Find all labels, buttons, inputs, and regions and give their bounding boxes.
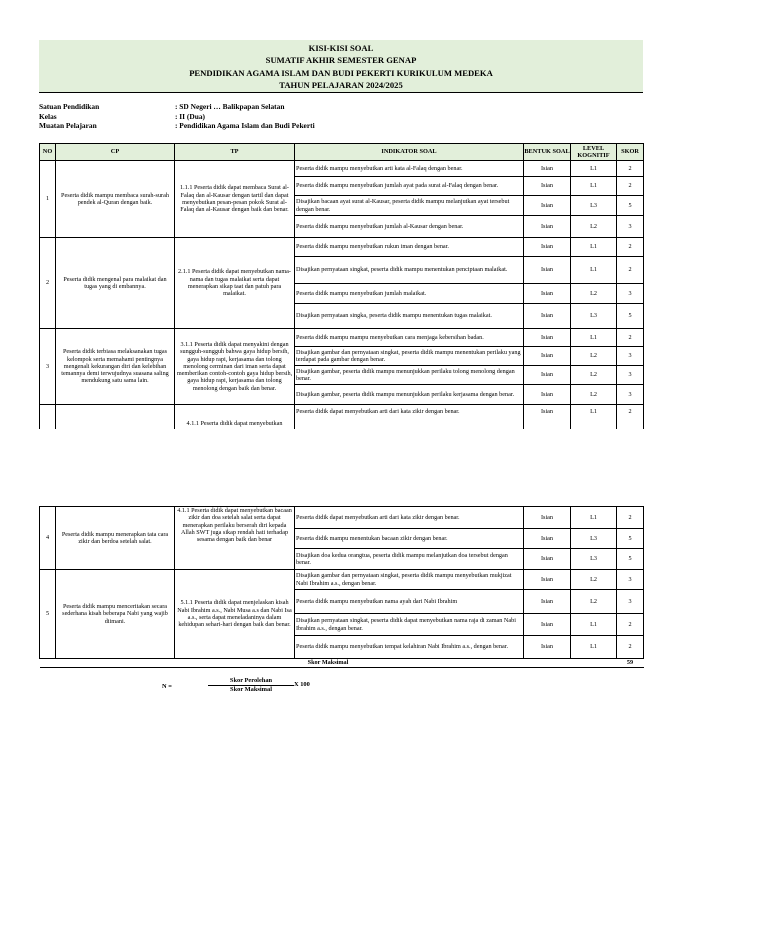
row-bentuk: Isian	[524, 177, 571, 196]
row-skor: 3	[617, 366, 644, 385]
row-cp: Peserta didik mampu menerapkan tata cara zikir dan berdoa setelah salat.	[56, 507, 175, 570]
row-bentuk: Isian	[524, 329, 571, 347]
formula-n: N =	[162, 683, 172, 690]
row-cp: Peserta didik mampu membaca surah-surah pendek al-Quran dengan baik.	[56, 161, 175, 238]
row-level: L1	[571, 405, 617, 431]
row-level: L1	[571, 161, 617, 177]
row-level: L1	[571, 177, 617, 196]
row-level: L1	[571, 636, 617, 659]
row-indikator: Disajikan gambar, peserta didik mampu menunjukkan perilaku tolong menolong dengan benar.	[295, 366, 524, 385]
meta-row-subject	[39, 121, 315, 131]
table-row	[40, 238, 644, 257]
col-cp-header: CP	[56, 144, 175, 161]
row-skor: 2	[617, 636, 644, 659]
row-no: 2	[40, 238, 56, 329]
row-skor: 2	[617, 161, 644, 177]
row-indikator: Peserta didik mampu menyebutkan jumlah malaikat.	[295, 284, 524, 304]
row-cp: Peserta didik mampu menceritakan secara sederhana kisah beberapa Nabi yang wajib diimani.	[56, 570, 175, 659]
row-skor: 5	[617, 549, 644, 570]
document-meta	[39, 102, 315, 131]
row-skor: 5	[617, 304, 644, 329]
row-no: 3	[40, 329, 56, 405]
row-skor: 3	[617, 347, 644, 366]
page-break-mask	[39, 429, 649, 436]
row-bentuk: Isian	[524, 590, 571, 614]
row-no: 5	[40, 570, 56, 659]
row-bentuk: Isian	[524, 284, 571, 304]
col-tp-header: TP	[175, 144, 295, 161]
row-indikator: Peserta didik mampu menyebutkan tempat kelahiran Nabi Ibrahim a.s., dengan benar.	[295, 636, 524, 659]
meta-value: : SD Negeri … Balikpapan Selatan	[175, 102, 285, 111]
row-indikator: Disajikan pernyataan singkat, peserta didik mampu menentukan penciptaan malaikat.	[295, 257, 524, 284]
table-row	[40, 405, 644, 431]
row-level: L1	[571, 507, 617, 529]
row-skor: 3	[617, 284, 644, 304]
row-indikator: Disajikan doa kedua orangtua, peserta didik mampu melanjutkan doa tersebut dengan benar.	[295, 549, 524, 570]
row-indikator: Peserta didik dapat menyebutkan arti dari kata zikir dengan benar.	[295, 405, 524, 431]
row-indikator: Peserta didik mampu menyebutkan rukun iman dengan benar.	[295, 238, 524, 257]
formula-denominator: Skor Maksimal	[230, 686, 272, 693]
row-skor: 2	[617, 177, 644, 196]
header-title: KISI-KISI SOAL	[308, 43, 374, 53]
row-indikator: Peserta didik mampu menyebutkan jumlah ayat pada surat al-Falaq dengan benar.	[295, 177, 524, 196]
row-indikator: Disajikan bacaan ayat surat al-Kausar, peserta didik mampu melanjutkan ayat tersebut dengan benar.	[295, 196, 524, 216]
row-bentuk: Isian	[524, 385, 571, 405]
row-indikator: Disajikan gambar dan pernyataan singkat, peserta didik mampu menyebutkan mukjizat Nabi Ibrahim a.s., dengan benar.	[295, 570, 524, 590]
row-bentuk: Isian	[524, 347, 571, 366]
col-indikator-header: INDIKATOR SOAL	[295, 144, 524, 161]
row-bentuk: Isian	[524, 196, 571, 216]
row-tp: 3.1.1 Peserta didik dapat menyakini dengan sungguh-sungguh bahwa gaya hidup bersih, gaya hidup rapi, kerjasama dan tolong menolong cerminan dari iman serta dapat memberikan contoh-contoh gaya hidup bersih, gaya hidup rapi, kerjasama dan tolong menolong dengan baik dan benar.	[175, 329, 295, 405]
row-skor: 2	[617, 238, 644, 257]
row-bentuk: Isian	[524, 238, 571, 257]
row-bentuk: Isian	[524, 366, 571, 385]
row-indikator: Disajikan pernyataan singka, peserta didik mampu menentukan tugas malaikat.	[295, 304, 524, 329]
row-indikator: Disajikan pernyataan singkat, peserta didik dapat menyebutkan nama raja di zaman Nabi Ibrahim a.s., dengan benar.	[295, 614, 524, 636]
meta-row-school	[39, 102, 315, 112]
row-skor: 5	[617, 196, 644, 216]
row-level: L2	[571, 347, 617, 366]
row-indikator: Peserta didik mampu menyebutkan jumlah al-Kausar dengan benar.	[295, 216, 524, 238]
row-indikator: Peserta didik mampu menentukan bacaan zikir dengan benar.	[295, 529, 524, 549]
row-level: L2	[571, 366, 617, 385]
row-level: L1	[571, 238, 617, 257]
meta-value: : II (Dua)	[175, 111, 205, 121]
row-level: L3	[571, 549, 617, 570]
row-bentuk: Isian	[524, 570, 571, 590]
row-tp: 5.1.1 Peserta didik dapat menjelaskan kisah Nabi Ibrahim a.s., Nabi Musa a.s dan Nabi Isa a.s., serta dapat meneladaninya dalam kehidupan sehari-hari dengan baik dan benar.	[175, 570, 295, 659]
meta-row-class	[39, 112, 315, 122]
row-level: L3	[571, 529, 617, 549]
row-tp: 2.1.1 Peserta didik dapat menyebutkan nama-nama dan tugas malaikat serta dapat menerapkan sikap taat dan patuh para malaikat.	[175, 238, 295, 329]
row-skor: 2	[617, 507, 644, 529]
header-exam-name: SUMATIF AKHIR SEMESTER GENAP	[265, 55, 417, 66]
row-skor: 2	[617, 614, 644, 636]
row-no	[40, 405, 56, 431]
formula-numerator: Skor Perolehan	[208, 677, 294, 686]
total-row	[40, 659, 644, 668]
row-skor: 3	[617, 385, 644, 405]
row-bentuk: Isian	[524, 529, 571, 549]
row-indikator: Peserta didik mampu menyebutkan arti kata al-Falaq dengan benar.	[295, 161, 524, 177]
col-no-header: NO	[40, 144, 56, 161]
row-level: L2	[571, 570, 617, 590]
meta-key: Kelas	[39, 111, 57, 121]
row-indikator: Disajikan gambar dan pernyataan singkat, peserta didik mampu menentukan perilaku yang terdapat pada gambar dengan benar.	[295, 347, 524, 366]
total-label: Skor Maksimal	[40, 659, 617, 668]
row-bentuk: Isian	[524, 161, 571, 177]
row-bentuk: Isian	[524, 549, 571, 570]
meta-key: Satuan Pendidikan	[39, 102, 100, 111]
row-bentuk: Isian	[524, 257, 571, 284]
row-level: L2	[571, 385, 617, 405]
row-tp: 1.1.1 Peserta didik dapat membaca Surat al-Falaq dan al-Kausar dengan tartil dan dapat menyebutkan pesan-pesan pokok Surat al-Falaq dan al-Kausar dengan baik dan benar.	[175, 161, 295, 238]
header-year: TAHUN PELAJARAN 2024/2025	[279, 80, 403, 91]
table-row	[40, 570, 644, 590]
table-header-row	[40, 144, 644, 161]
row-skor: 3	[617, 216, 644, 238]
row-skor: 3	[617, 570, 644, 590]
row-level: L1	[571, 257, 617, 284]
document-header	[39, 40, 643, 93]
kisi-kisi-table-page-1	[39, 143, 644, 431]
formula-multiplier: X 100	[294, 681, 310, 688]
row-bentuk: Isian	[524, 636, 571, 659]
col-skor-header: SKOR	[617, 144, 644, 161]
row-tp: 4.1.1 Peserta didik dapat menyebutkan	[175, 405, 295, 431]
row-no: 1	[40, 161, 56, 238]
row-level: L3	[571, 196, 617, 216]
row-level: L2	[571, 216, 617, 238]
total-value: 59	[617, 659, 644, 668]
row-level: L1	[571, 329, 617, 347]
row-level: L2	[571, 284, 617, 304]
row-skor: 5	[617, 529, 644, 549]
row-bentuk: Isian	[524, 405, 571, 431]
row-skor: 3	[617, 590, 644, 614]
row-cp: Peserta didik mengenal para malaikat dan tugas yang di embannya.	[56, 238, 175, 329]
row-bentuk: Isian	[524, 216, 571, 238]
row-indikator: Peserta didik mampu mampu menyebutkan cara menjaga kebersihan badan.	[295, 329, 524, 347]
table-row	[40, 507, 644, 529]
row-no: 4	[40, 507, 56, 570]
row-bentuk: Isian	[524, 614, 571, 636]
row-cp	[56, 405, 175, 431]
row-tp: 4.1.1 Peserta didik dapat menyebutkan bacaan zikir dan doa setelah salat serta dapat menerapkan perilaku berserah diri kepada Allah SWT juga sikap rendah hati terhadap sesama dengan baik dan benar	[175, 507, 295, 570]
header-subject: PENDIDIKAN AGAMA ISLAM DAN BUDI PEKERTI KURIKULUM MEDEKA	[189, 67, 493, 78]
row-bentuk: Isian	[524, 507, 571, 529]
row-cp: Peserta didik terbiasa melaksanakan tugas kelompok serta memahami pentingnya mengenali kekurangan diri dan kelebihan temannya demi terwujudnya suasana saling mendukung satu sama lain.	[56, 329, 175, 405]
row-indikator: Disajikan gambar, peserta didik mampu menunjukkan perilaku kerjasama dengan benar.	[295, 385, 524, 405]
row-skor: 2	[617, 329, 644, 347]
row-indikator: Peserta didik dapat menyebutkan arti dari kata zikir dengan benar.	[295, 507, 524, 529]
col-bentuk-header: BENTUK SOAL	[524, 144, 571, 161]
row-skor: 2	[617, 405, 644, 431]
formula-fraction	[208, 677, 294, 694]
row-level: L3	[571, 304, 617, 329]
kisi-kisi-table-page-2	[39, 506, 644, 668]
table-row	[40, 161, 644, 177]
table-row	[40, 329, 644, 347]
row-level: L2	[571, 590, 617, 614]
meta-value: : Pendidikan Agama Islam dan Budi Pekerti	[175, 121, 315, 131]
col-level-header: LEVEL KOGNITIF	[571, 144, 617, 161]
row-skor: 2	[617, 257, 644, 284]
row-indikator: Peserta didik mampu menyebutkan nama ayah dari Nabi Ibrahim	[295, 590, 524, 614]
row-level: L1	[571, 614, 617, 636]
meta-key: Muatan Pelajaran	[39, 121, 97, 131]
row-bentuk: Isian	[524, 304, 571, 329]
